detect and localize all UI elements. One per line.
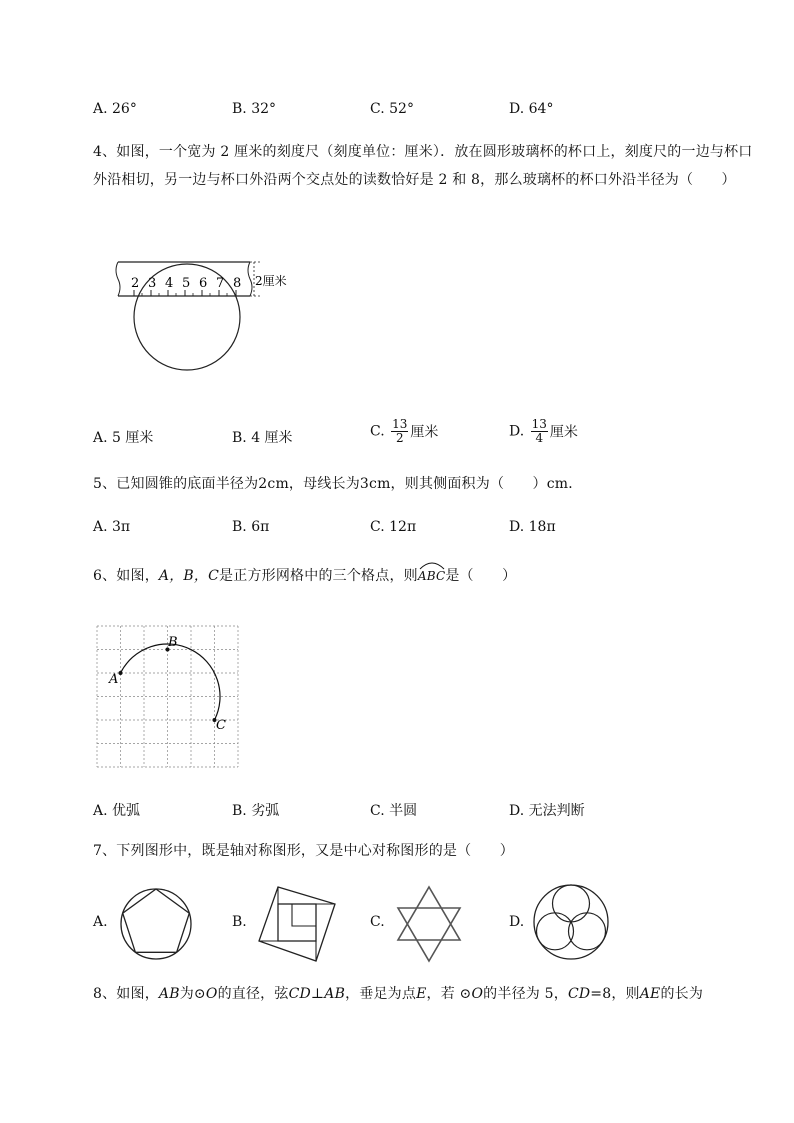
fraction-13-over-2: $\frac{13}{2}$ bbox=[392, 417, 408, 445]
q7-option-b-figure bbox=[256, 884, 338, 964]
q4-ruler-figure bbox=[100, 250, 300, 380]
q7-option-c-letter: C. bbox=[370, 914, 385, 930]
tilted-square-shape bbox=[259, 887, 335, 961]
q3-option-b: B. 32° bbox=[232, 101, 277, 117]
ruler-tick-label: 6 bbox=[199, 276, 208, 291]
q7-option-d-figure bbox=[531, 882, 611, 962]
label-c: C bbox=[216, 718, 226, 733]
q3-option-c: C. 52° bbox=[370, 101, 414, 117]
q7-option-b-letter: B. bbox=[232, 914, 247, 930]
triangle-down-shape bbox=[398, 908, 460, 961]
q7-option-a-figure bbox=[118, 886, 194, 962]
q8-stem: 8、如图，AB为⊙O的直径，弦CD⊥AB，垂足为点E，若 ⊙O的半径为 5，CD=8，则AE的长为 bbox=[93, 986, 704, 1002]
q5-stem: 5、已知圆锥的底面半径为2cm，母线长为3cm，则其侧面积为（ ）cm． bbox=[93, 476, 583, 492]
ruler-break-left bbox=[116, 262, 120, 296]
ruler-tick-label: 3 bbox=[148, 276, 157, 291]
q4-option-c: C. $\frac{13}{2}$ 厘米 bbox=[370, 417, 439, 445]
q4-option-b: B. 4 厘米 bbox=[232, 430, 293, 446]
inner-square-shape bbox=[278, 904, 316, 941]
ruler-tick-label: 8 bbox=[233, 276, 242, 291]
q6-option-a: A. 优弧 bbox=[93, 803, 141, 819]
ruler-width-label: 2厘米 bbox=[255, 274, 287, 288]
q3-option-a: A. 26° bbox=[93, 101, 137, 117]
q5-option-d: D. 18π bbox=[509, 519, 556, 535]
arc-abc-notation: ABC bbox=[418, 562, 446, 590]
q4-stem: 4、如图，一个宽为 2 厘米的刻度尺（刻度单位：厘米）．放在圆形玻璃杯的杯口上，刻度尺的一边与杯口外沿相切，另一边与杯口外沿两个交点处的读数恰好是 2 和 8，那么玻璃杯的杯口外沿半径为（ ） bbox=[93, 144, 753, 188]
label-b: B bbox=[168, 635, 178, 650]
point-a bbox=[119, 671, 123, 675]
q7-option-c-figure bbox=[393, 884, 465, 964]
arc-path bbox=[121, 644, 221, 720]
inner-circle-top bbox=[553, 885, 590, 922]
q4-option-a: A. 5 厘米 bbox=[93, 430, 154, 446]
ruler-tick-label: 7 bbox=[216, 276, 225, 291]
ruler-tick-label: 5 bbox=[182, 276, 191, 291]
circle-shape bbox=[121, 889, 191, 959]
ruler-break-right bbox=[248, 262, 252, 296]
fraction-13-over-4: $\frac{13}{4}$ bbox=[531, 417, 547, 445]
q4-option-d: D. $\frac{13}{4}$ 厘米 bbox=[509, 417, 578, 445]
q6-option-d: D. 无法判断 bbox=[509, 803, 585, 819]
q5-option-c: C. 12π bbox=[370, 519, 417, 535]
pinwheel-lines bbox=[259, 887, 335, 961]
q7-stem: 7、下列图形中，既是轴对称图形，又是中心对称图形的是（ ） bbox=[93, 843, 514, 859]
q6-stem: 6、如图，A，B，C是正方形网格中的三个格点，则ABC 是（ ） bbox=[93, 562, 753, 590]
q7-option-a-letter: A. bbox=[93, 914, 108, 930]
ruler-tick-label: 4 bbox=[165, 276, 174, 291]
label-a: A bbox=[109, 672, 119, 687]
q6-option-b: B. 劣弧 bbox=[232, 803, 280, 819]
q6-option-c: C. 半圆 bbox=[370, 803, 418, 819]
q5-option-b: B. 6π bbox=[232, 519, 270, 535]
q5-option-a: A. 3π bbox=[93, 519, 131, 535]
q7-option-d-letter: D. bbox=[509, 914, 525, 930]
ruler-tick-label: 2 bbox=[131, 276, 140, 291]
q6-grid-figure bbox=[96, 625, 241, 770]
q3-option-d: D. 64° bbox=[509, 101, 554, 117]
triangle-up-shape bbox=[398, 887, 460, 940]
